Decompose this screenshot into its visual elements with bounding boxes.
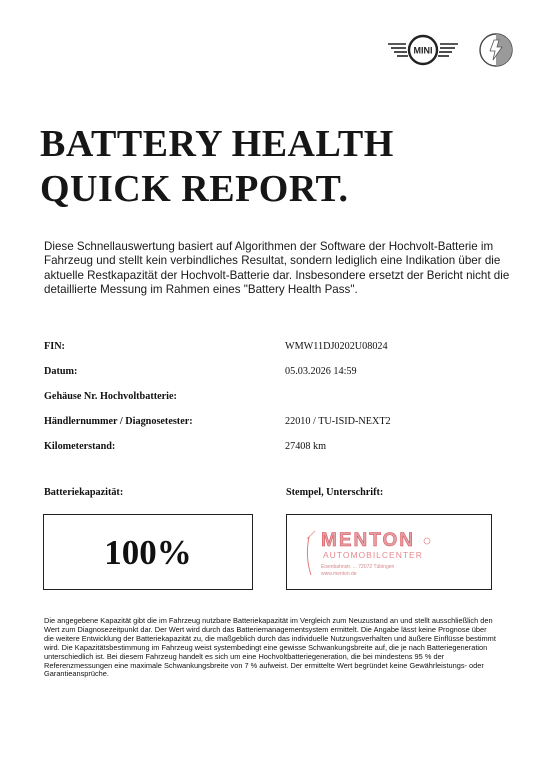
field-value-kilometerstand: 27408 km [285,441,327,452]
field-value-haendlernummer: 22010 / TU-ISID-NEXT2 [285,416,391,427]
footnote-disclaimer: Die angegebene Kapazität gibt die im Fahrzeug nutzbare Batteriekapazität im Vergleich zum Neuzustand an und stellt ausschließlich den Wert zum Diagnosezeitpunkt dar. Der Wert wird durch das Batteriemanagementsystem ermittelt. Die Angabe lässt keine Prognose über die weitere Entwicklung der Batteriekapazität zu, die maßgeblich durch das individuelle Nutzungsverhalten und äußere Einflüsse bestimmt wird. Die Kapazitätsbestimmung im Fahrzeug weist systembedingt eine gewisse Schwankungsbreite auf, die je nach Batteriegeneration unterschiedlich ist. Bei diesem Fahrzeug handelt es sich um eine Hochvoltbatteriegeneration, die bei mindestens 95 % der Referenzmessungen eine maximale Schwankungsbreite von 7 % aufweist. Der ermittelte Wert begründet keine Gewährleistungs- oder Garantieansprüche. [44,616,496,679]
field-label-haendlernummer: Händlernummer / Diagnosetester: [44,416,193,427]
field-value-datum: 05.03.2026 14:59 [285,366,357,377]
dealer-stamp [303,527,435,579]
field-label-datum: Datum: [44,366,78,377]
lightning-badge-icon [479,33,513,67]
mini-logo [386,34,460,66]
capacity-value: 100% [104,533,192,572]
title-line-1: BATTERY HEALTH [40,123,394,165]
stamp-line-2: www.menton.de [321,571,357,577]
mini-logo-text: MINI [413,45,433,56]
stamp-subtitle: AUTOMOBILCENTER [323,550,423,560]
capacity-label: Batteriekapazität: [44,487,124,498]
report-title [40,122,394,212]
title-line-2: QUICK REPORT. [40,168,349,210]
capacity-box [43,514,253,590]
field-label-kilometerstand: Kilometerstand: [44,441,116,452]
stamp-label: Stempel, Unterschrift: [286,487,384,498]
stamp-line-1: Eisenbahnstr. ... 72072 Tübingen [321,564,395,570]
intro-paragraph: Diese Schnellauswertung basiert auf Algorithmen der Software der Hochvolt-Batterie im Fahrzeug und stellt kein verbindliches Resultat, sondern lediglich eine Indikation über die aktuelle Restkapazität der Hochvolt-Batterie dar. Insbesondere ersetzt der Bericht nicht die detaillierte Messung im Rahmen eines "Battery Health Pass". [44,240,510,296]
field-label-fin: FIN: [44,341,65,352]
stamp-company: MENTON [321,530,415,551]
field-label-gehaeuse: Gehäuse Nr. Hochvoltbatterie: [44,391,177,402]
field-value-fin: WMW11DJ0202U08024 [285,341,388,352]
